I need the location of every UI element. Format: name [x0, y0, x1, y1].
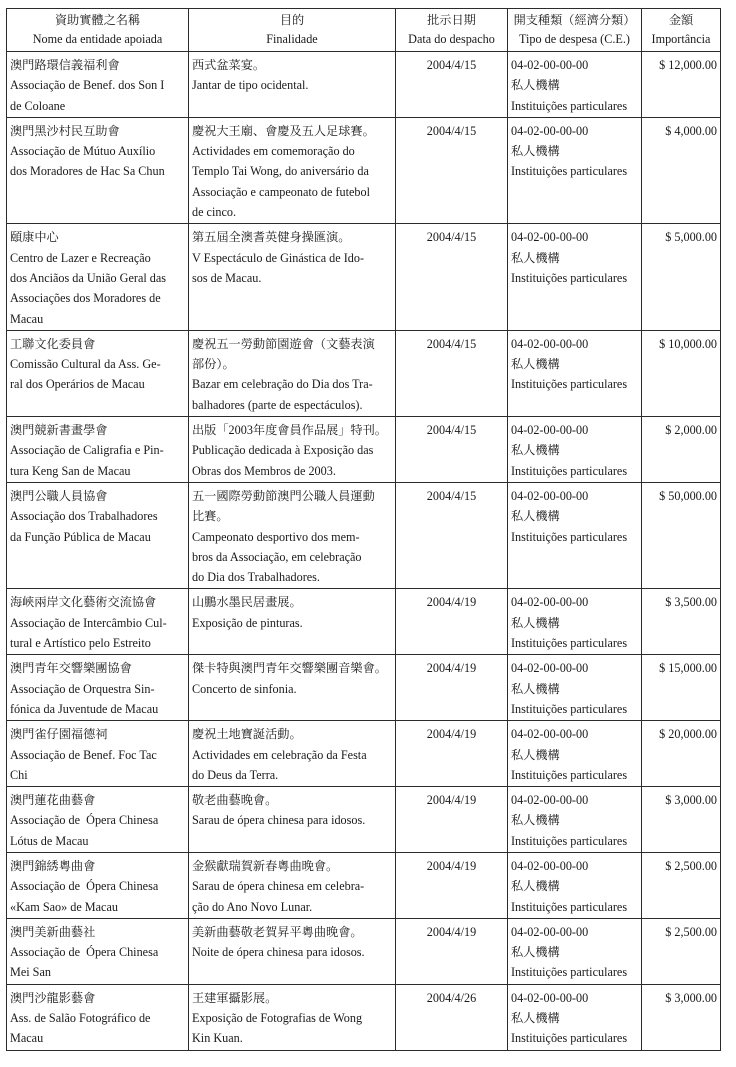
cell-type — [508, 852, 642, 918]
type-line: 私人機構 — [511, 879, 560, 894]
table-row — [7, 721, 721, 787]
name-line: Associação de Ópera Chinesa — [10, 879, 159, 894]
type-line: 04-02-00-00-00 — [511, 423, 589, 438]
cell-name — [7, 721, 189, 787]
type-line: 04-02-00-00-00 — [511, 858, 589, 873]
purpose-line: 慶祝五一勞動節園遊會（文藝表演 — [192, 336, 375, 351]
name-line: Ass. de Salão Fotográfico de — [10, 1011, 151, 1026]
type-line: 私人機構 — [511, 443, 560, 458]
cell-amount: $ 15,000.00 — [642, 655, 721, 721]
table-row — [7, 482, 721, 588]
purpose-line: de cinco. — [192, 205, 236, 220]
purpose-line: 西式盆菜宴。 — [192, 58, 266, 72]
name-line: 澳門黑沙村民互助會 — [10, 123, 120, 138]
type-line: 私人機構 — [511, 250, 560, 265]
type-line: 私人機構 — [511, 1011, 560, 1026]
purpose-line: 慶祝土地寶誕活動。 — [192, 727, 302, 742]
type-line: Instituições particulares — [511, 767, 628, 782]
cell-purpose — [189, 482, 396, 588]
cell-date: 2004/4/15 — [396, 52, 508, 118]
cell-type — [508, 984, 642, 1050]
name-line: 澳門青年交響樂團協會 — [10, 661, 132, 676]
cell-amount: $ 2,000.00 — [642, 417, 721, 483]
name-line: tura Keng San de Macau — [10, 463, 131, 478]
cell-type — [508, 330, 642, 416]
purpose-line: Jantar de tipo ocidental. — [192, 78, 309, 93]
cell-date: 2004/4/19 — [396, 589, 508, 655]
type-line: Instituições particulares — [511, 833, 628, 848]
name-line: Associação de Intercâmbio Cul- — [10, 615, 167, 630]
table-row — [7, 52, 721, 118]
cell-date: 2004/4/15 — [396, 482, 508, 588]
cell-purpose — [189, 655, 396, 721]
purpose-line: Actividades em comemoração do — [192, 144, 355, 159]
cell-type — [508, 918, 642, 984]
cell-date: 2004/4/19 — [396, 655, 508, 721]
table-row — [7, 852, 721, 918]
table-row — [7, 224, 721, 330]
name-line: 澳門競新書畫學會 — [10, 423, 108, 438]
type-line: Instituições particulares — [511, 377, 628, 392]
name-line: 澳門蓮花曲藝會 — [10, 793, 96, 808]
name-line: 海峽兩岸文化藝術交流協會 — [10, 595, 157, 610]
cell-date: 2004/4/19 — [396, 852, 508, 918]
purpose-line: 美新曲藝敬老賀昇平粵曲晚會。 — [192, 924, 363, 939]
cell-purpose — [189, 787, 396, 853]
name-line: 澳門公職人員協會 — [10, 488, 108, 503]
name-line: dos Moradores de Hac Sa Chun — [10, 164, 165, 179]
table-row — [7, 918, 721, 984]
type-line: 04-02-00-00-00 — [511, 793, 589, 808]
cell-purpose — [189, 417, 396, 483]
cell-name — [7, 655, 189, 721]
cell-amount: $ 3,000.00 — [642, 787, 721, 853]
type-line: 私人機構 — [511, 945, 560, 960]
type-line: 04-02-00-00-00 — [511, 336, 589, 351]
table-body — [7, 52, 721, 1051]
cell-amount: $ 3,000.00 — [642, 984, 721, 1050]
name-line: tural e Artístico pelo Estreito — [10, 636, 151, 651]
cell-name — [7, 852, 189, 918]
name-line: Chi — [10, 767, 28, 782]
type-line: 04-02-00-00-00 — [511, 727, 589, 742]
cell-name — [7, 224, 189, 330]
name-line: «Kam Sao» de Macau — [10, 899, 118, 914]
table-row — [7, 330, 721, 416]
type-line: 私人機構 — [511, 813, 560, 828]
cell-type — [508, 721, 642, 787]
cell-name — [7, 918, 189, 984]
cell-purpose — [189, 984, 396, 1050]
header-date: 批示日期 Data do despacho — [396, 9, 508, 52]
cell-amount: $ 4,000.00 — [642, 117, 721, 223]
type-line: Instituições particulares — [511, 636, 628, 651]
name-line: 澳門路環信義福利會 — [10, 58, 120, 72]
name-line: Associação de Ópera Chinesa — [10, 945, 159, 960]
name-line: 澳門雀仔園福德祠 — [10, 727, 108, 742]
header-name: 資助實體之名稱 Nome da entidade apoiada — [7, 9, 189, 52]
name-line: Associação de Benef. dos Son I — [10, 78, 165, 93]
type-line: 04-02-00-00-00 — [511, 924, 589, 939]
type-line: 私人機構 — [511, 357, 560, 372]
purpose-line: Exposição de Fotografias de Wong — [192, 1011, 363, 1026]
purpose-line: ção do Ano Novo Lunar. — [192, 899, 313, 914]
purpose-line: sos de Macau. — [192, 270, 262, 285]
purpose-line: 五一國際勞動節澳門公職人員運動 — [192, 488, 375, 503]
cell-date: 2004/4/15 — [396, 417, 508, 483]
cell-type — [508, 655, 642, 721]
type-line: Instituições particulares — [511, 463, 628, 478]
type-line: Instituições particulares — [511, 270, 628, 285]
grants-table — [6, 8, 721, 1051]
cell-type — [508, 589, 642, 655]
name-line: Associação de Ópera Chinesa — [10, 813, 159, 828]
cell-purpose — [189, 852, 396, 918]
cell-amount: $ 10,000.00 — [642, 330, 721, 416]
name-line: Associação de Benef. Foc Tac — [10, 747, 157, 762]
purpose-line: Concerto de sinfonia. — [192, 681, 297, 696]
purpose-line: Noite de ópera chinesa para idosos. — [192, 945, 365, 960]
purpose-line: Sarau de ópera chinesa para idosos. — [192, 813, 366, 828]
cell-name — [7, 589, 189, 655]
cell-name — [7, 417, 189, 483]
name-line: 頤康中心 — [10, 230, 59, 245]
type-line: 04-02-00-00-00 — [511, 595, 589, 610]
table-row — [7, 417, 721, 483]
purpose-line: Campeonato desportivo dos mem- — [192, 529, 360, 544]
name-line: Comissão Cultural da Ass. Ge- — [10, 357, 161, 372]
name-line: 澳門美新曲藝社 — [10, 924, 96, 939]
type-line: Instituições particulares — [511, 965, 628, 980]
cell-type — [508, 787, 642, 853]
cell-name — [7, 482, 189, 588]
cell-date: 2004/4/19 — [396, 787, 508, 853]
cell-amount: $ 2,500.00 — [642, 852, 721, 918]
purpose-line: Actividades em celebração da Festa — [192, 747, 367, 762]
cell-name — [7, 787, 189, 853]
name-line: de Coloane — [10, 98, 66, 113]
name-line: ral dos Operários de Macau — [10, 377, 145, 392]
name-line: Associação dos Trabalhadores — [10, 509, 158, 524]
name-line: Macau — [10, 1031, 44, 1046]
cell-amount: $ 20,000.00 — [642, 721, 721, 787]
cell-type — [508, 117, 642, 223]
name-line: Macau — [10, 311, 44, 326]
cell-date: 2004/4/19 — [396, 721, 508, 787]
name-line: 澳門錦綉粵曲會 — [10, 858, 96, 873]
name-line: Associação de Caligrafia e Pin- — [10, 443, 164, 458]
purpose-line: Associação e campeonato de futebol — [192, 184, 370, 199]
cell-purpose — [189, 52, 396, 118]
type-line: 04-02-00-00-00 — [511, 990, 589, 1005]
cell-amount: $ 3,500.00 — [642, 589, 721, 655]
table-row — [7, 655, 721, 721]
type-line: 04-02-00-00-00 — [511, 58, 589, 72]
cell-amount: $ 50,000.00 — [642, 482, 721, 588]
type-line: 私人機構 — [511, 509, 560, 524]
cell-date: 2004/4/15 — [396, 330, 508, 416]
cell-amount: $ 2,500.00 — [642, 918, 721, 984]
purpose-line: do Dia dos Trabalhadores. — [192, 570, 320, 585]
name-line: Lótus de Macau — [10, 833, 89, 848]
purpose-line: 傑卡特與澳門青年交響樂團音樂會。 — [192, 661, 387, 676]
purpose-line: balhadores (parte de espectáculos). — [192, 397, 363, 412]
cell-purpose — [189, 117, 396, 223]
cell-purpose — [189, 589, 396, 655]
purpose-line: Sarau de ópera chinesa em celebra- — [192, 879, 365, 894]
cell-date: 2004/4/15 — [396, 117, 508, 223]
cell-name — [7, 117, 189, 223]
purpose-line: bros da Associação, em celebração — [192, 549, 362, 564]
type-line: Instituições particulares — [511, 701, 628, 716]
purpose-line: do Deus da Terra. — [192, 767, 279, 782]
cell-purpose — [189, 721, 396, 787]
cell-purpose — [189, 330, 396, 416]
type-line: 私人機構 — [511, 144, 560, 159]
table-row — [7, 984, 721, 1050]
purpose-line: Templo Tai Wong, do aniversário da — [192, 164, 369, 179]
purpose-line: 慶祝大王廟、會慶及五人足球賽。 — [192, 123, 375, 138]
type-line: Instituições particulares — [511, 529, 628, 544]
header-row — [7, 9, 721, 52]
type-line: 私人機構 — [511, 78, 560, 93]
name-line: Associação de Orquestra Sin- — [10, 681, 155, 696]
type-line: 私人機構 — [511, 615, 560, 630]
type-line: Instituições particulares — [511, 98, 628, 113]
purpose-line: 敬老曲藝晚會。 — [192, 793, 278, 808]
purpose-line: Bazar em celebração do Dia dos Tra- — [192, 377, 373, 392]
purpose-line: 第五屆全澳耆英健身操匯演。 — [192, 230, 351, 245]
purpose-line: Obras dos Membros de 2003. — [192, 463, 336, 478]
cell-date: 2004/4/26 — [396, 984, 508, 1050]
cell-type — [508, 224, 642, 330]
header-type: 開支種類（經濟分類） Tipo de despesa (C.E.) — [508, 9, 642, 52]
purpose-line: 出版「2003年度會員作品展」特刊。 — [192, 423, 387, 438]
cell-type — [508, 482, 642, 588]
purpose-line: 部份）。 — [192, 357, 235, 372]
header-amount: 金額 Importância — [642, 9, 721, 52]
cell-date: 2004/4/15 — [396, 224, 508, 330]
type-line: 04-02-00-00-00 — [511, 230, 589, 245]
type-line: Instituições particulares — [511, 899, 628, 914]
purpose-line: 金猴獻瑞賀新春粵曲晚會。 — [192, 858, 339, 873]
name-line: Centro de Lazer e Recreação — [10, 250, 151, 265]
purpose-line: Exposição de pinturas. — [192, 615, 303, 630]
name-line: Associações dos Moradores de — [10, 291, 161, 306]
name-line: 工聯文化委員會 — [10, 336, 96, 351]
table-row — [7, 787, 721, 853]
name-line: Associação de Mútuo Auxílio — [10, 144, 156, 159]
type-line: 04-02-00-00-00 — [511, 488, 589, 503]
type-line: Instituições particulares — [511, 164, 628, 179]
type-line: 04-02-00-00-00 — [511, 661, 589, 676]
cell-type — [508, 52, 642, 118]
name-line: dos Anciãos da União Geral das — [10, 270, 167, 285]
name-line: 澳門沙龍影藝會 — [10, 990, 96, 1005]
name-line: Mei San — [10, 965, 51, 980]
cell-amount: $ 5,000.00 — [642, 224, 721, 330]
cell-name — [7, 330, 189, 416]
purpose-line: 山鵬水墨民居畫展。 — [192, 595, 302, 610]
type-line: 04-02-00-00-00 — [511, 123, 589, 138]
cell-name — [7, 984, 189, 1050]
purpose-line: Kin Kuan. — [192, 1031, 243, 1046]
cell-purpose — [189, 918, 396, 984]
type-line: 私人機構 — [511, 747, 560, 762]
purpose-line: Publicação dedicada à Exposição das — [192, 443, 374, 458]
purpose-line: 比賽。 — [192, 509, 229, 524]
type-line: 私人機構 — [511, 681, 560, 696]
name-line: fónica da Juventude de Macau — [10, 701, 159, 716]
cell-purpose — [189, 224, 396, 330]
cell-name — [7, 52, 189, 118]
purpose-line: V Espectáculo de Ginástica de Ido- — [192, 250, 365, 265]
name-line: da Função Pública de Macau — [10, 529, 151, 544]
cell-date: 2004/4/19 — [396, 918, 508, 984]
type-line: Instituições particulares — [511, 1031, 628, 1046]
table-row — [7, 589, 721, 655]
cell-amount: $ 12,000.00 — [642, 52, 721, 118]
table-row — [7, 117, 721, 223]
cell-type — [508, 417, 642, 483]
header-purpose: 目的 Finalidade — [189, 9, 396, 52]
purpose-line: 王建軍攝影展。 — [192, 990, 278, 1005]
